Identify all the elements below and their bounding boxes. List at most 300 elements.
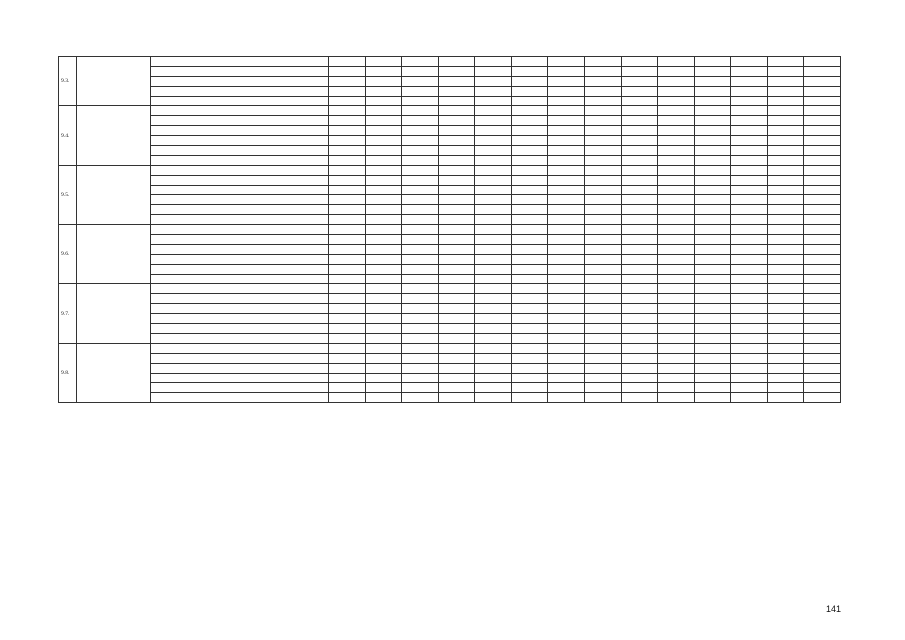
table-row [59,116,841,126]
value-cell [365,205,402,215]
value-cell [804,66,841,76]
value-cell [694,116,731,126]
value-cell [511,363,548,373]
value-cell [511,185,548,195]
value-cell [767,116,804,126]
value-cell [475,155,512,165]
value-cell [548,146,585,156]
value-cell [548,363,585,373]
section-code: 9.3. [59,57,77,106]
value-cell [511,136,548,146]
value-cell [731,244,768,254]
value-cell [767,86,804,96]
value-cell [438,373,475,383]
value-cell [804,383,841,393]
value-cell [621,215,658,225]
value-cell [621,155,658,165]
value-cell [365,333,402,343]
value-cell [804,333,841,343]
value-cell [658,363,695,373]
value-cell [548,175,585,185]
value-cell [548,155,585,165]
table-row [59,333,841,343]
value-cell [548,136,585,146]
value-cell [475,76,512,86]
value-cell [731,205,768,215]
value-cell [658,136,695,146]
value-cell [767,314,804,324]
value-cell [694,185,731,195]
value-cell [475,235,512,245]
row-description [151,383,329,393]
value-cell [658,235,695,245]
value-cell [621,195,658,205]
value-cell [329,175,366,185]
value-cell [658,57,695,67]
value-cell [767,324,804,334]
value-cell [365,66,402,76]
value-cell [621,264,658,274]
value-cell [621,343,658,353]
value-cell [621,106,658,116]
value-cell [402,205,439,215]
value-cell [621,66,658,76]
value-cell [511,116,548,126]
value-cell [475,146,512,156]
value-cell [438,205,475,215]
value-cell [621,294,658,304]
value-cell [475,66,512,76]
row-description [151,304,329,314]
value-cell [658,264,695,274]
value-cell [584,225,621,235]
value-cell [658,106,695,116]
value-cell [329,383,366,393]
value-cell [804,373,841,383]
value-cell [365,264,402,274]
value-cell [511,284,548,294]
value-cell [767,274,804,284]
value-cell [731,57,768,67]
value-cell [694,66,731,76]
value-cell [475,185,512,195]
value-cell [584,57,621,67]
value-cell [329,343,366,353]
value-cell [548,57,585,67]
value-cell [365,215,402,225]
value-cell [767,333,804,343]
row-description [151,254,329,264]
value-cell [621,373,658,383]
value-cell [731,146,768,156]
value-cell [731,333,768,343]
table-row [59,393,841,403]
value-cell [402,284,439,294]
value-cell [731,185,768,195]
value-cell [511,96,548,106]
value-cell [475,254,512,264]
row-description [151,116,329,126]
value-cell [402,393,439,403]
value-cell [511,333,548,343]
value-cell [658,244,695,254]
section-code: 9.5. [59,165,77,224]
page-number: 141 [826,604,842,614]
value-cell [365,343,402,353]
value-cell [475,284,512,294]
value-cell [767,185,804,195]
table-row [59,353,841,363]
section-code: 9.4. [59,106,77,165]
value-cell [365,383,402,393]
value-cell [767,244,804,254]
value-cell [438,86,475,96]
value-cell [365,106,402,116]
value-cell [584,126,621,136]
row-description [151,324,329,334]
value-cell [402,155,439,165]
value-cell [548,235,585,245]
table-row [59,86,841,96]
value-cell [658,195,695,205]
value-cell [365,86,402,96]
value-cell [402,66,439,76]
value-cell [438,66,475,76]
table-row [59,304,841,314]
value-cell [767,146,804,156]
value-cell [731,106,768,116]
value-cell [767,215,804,225]
value-cell [621,57,658,67]
value-cell [694,254,731,264]
value-cell [475,294,512,304]
value-cell [329,284,366,294]
value-cell [438,146,475,156]
value-cell [584,284,621,294]
row-description [151,57,329,67]
value-cell [804,126,841,136]
value-cell [329,235,366,245]
value-cell [584,215,621,225]
value-cell [511,393,548,403]
value-cell [329,96,366,106]
value-cell [511,264,548,274]
value-cell [511,254,548,264]
value-cell [511,76,548,86]
value-cell [548,314,585,324]
value-cell [658,353,695,363]
value-cell [804,185,841,195]
value-cell [438,155,475,165]
row-description [151,126,329,136]
value-cell [584,66,621,76]
value-cell [475,383,512,393]
value-cell [548,165,585,175]
value-cell [402,314,439,324]
value-cell [511,343,548,353]
value-cell [731,324,768,334]
value-cell [804,155,841,165]
value-cell [475,324,512,334]
table-row [59,274,841,284]
value-cell [475,363,512,373]
value-cell [767,235,804,245]
value-cell [329,185,366,195]
value-cell [658,383,695,393]
value-cell [731,225,768,235]
value-cell [329,106,366,116]
value-cell [584,294,621,304]
table-row [59,185,841,195]
value-cell [658,76,695,86]
value-cell [767,373,804,383]
value-cell [548,215,585,225]
value-cell [365,126,402,136]
value-cell [584,195,621,205]
value-cell [731,343,768,353]
value-cell [438,353,475,363]
value-cell [475,136,512,146]
value-cell [584,175,621,185]
value-cell [767,165,804,175]
value-cell [584,116,621,126]
value-cell [731,126,768,136]
table-row [59,146,841,156]
value-cell [694,106,731,116]
value-cell [731,155,768,165]
value-cell [329,76,366,86]
row-description [151,244,329,254]
value-cell [804,393,841,403]
value-cell [438,363,475,373]
value-cell [548,185,585,195]
row-description [151,353,329,363]
value-cell [731,353,768,363]
value-cell [621,274,658,284]
value-cell [694,324,731,334]
value-cell [475,333,512,343]
value-cell [548,126,585,136]
value-cell [584,76,621,86]
row-description [151,264,329,274]
value-cell [402,353,439,363]
value-cell [548,96,585,106]
value-cell [621,324,658,334]
value-cell [438,225,475,235]
value-cell [584,363,621,373]
value-cell [804,363,841,373]
value-cell [511,155,548,165]
value-cell [584,96,621,106]
value-cell [658,86,695,96]
value-cell [804,96,841,106]
value-cell [329,274,366,284]
value-cell [694,215,731,225]
value-cell [658,393,695,403]
value-cell [804,86,841,96]
table-row [59,126,841,136]
value-cell [621,86,658,96]
value-cell [329,155,366,165]
value-cell [694,155,731,165]
table-row [59,175,841,185]
value-cell [767,175,804,185]
table-row [59,136,841,146]
value-cell [658,373,695,383]
value-cell [804,294,841,304]
value-cell [402,195,439,205]
value-cell [329,333,366,343]
value-cell [658,126,695,136]
table-row [59,155,841,165]
value-cell [658,155,695,165]
value-cell [402,294,439,304]
value-cell [658,96,695,106]
value-cell [548,373,585,383]
value-cell [475,225,512,235]
value-cell [767,304,804,314]
value-cell [511,205,548,215]
value-cell [329,254,366,264]
value-cell [475,106,512,116]
value-cell [329,324,366,334]
value-cell [548,244,585,254]
value-cell [329,165,366,175]
row-description [151,343,329,353]
value-cell [694,205,731,215]
value-cell [365,146,402,156]
value-cell [475,215,512,225]
value-cell [402,304,439,314]
value-cell [365,314,402,324]
value-cell [402,76,439,86]
value-cell [402,57,439,67]
value-cell [365,353,402,363]
value-cell [365,165,402,175]
value-cell [402,225,439,235]
table-row [59,264,841,274]
value-cell [658,185,695,195]
value-cell [621,165,658,175]
value-cell [694,165,731,175]
value-cell [731,86,768,96]
value-cell [402,185,439,195]
row-description [151,314,329,324]
value-cell [438,126,475,136]
value-cell [621,254,658,264]
value-cell [767,106,804,116]
value-cell [548,116,585,126]
value-cell [621,393,658,403]
value-cell [402,264,439,274]
value-cell [767,195,804,205]
value-cell [621,146,658,156]
value-cell [548,304,585,314]
value-cell [804,284,841,294]
value-cell [731,363,768,373]
value-cell [731,383,768,393]
section-code: 9.7. [59,284,77,343]
value-cell [365,235,402,245]
row-description [151,146,329,156]
value-cell [584,155,621,165]
value-cell [621,333,658,343]
value-cell [402,244,439,254]
value-cell [584,136,621,146]
value-cell [365,274,402,284]
value-cell [584,383,621,393]
value-cell [365,304,402,314]
value-cell [621,363,658,373]
value-cell [804,205,841,215]
value-cell [694,235,731,245]
value-cell [658,284,695,294]
table-row [59,96,841,106]
value-cell [548,225,585,235]
value-cell [548,205,585,215]
row-description [151,195,329,205]
value-cell [731,66,768,76]
table-row [59,235,841,245]
value-cell [731,294,768,304]
value-cell [804,215,841,225]
value-cell [438,254,475,264]
value-cell [658,225,695,235]
table-row [59,383,841,393]
value-cell [694,136,731,146]
value-cell [621,235,658,245]
value-cell [621,244,658,254]
value-cell [329,314,366,324]
value-cell [694,96,731,106]
value-cell [548,294,585,304]
value-cell [548,284,585,294]
row-description [151,175,329,185]
value-cell [329,146,366,156]
value-cell [511,294,548,304]
value-cell [365,175,402,185]
value-cell [365,116,402,126]
value-cell [329,244,366,254]
value-cell [767,264,804,274]
row-description [151,155,329,165]
table-row [59,66,841,76]
value-cell [475,393,512,403]
value-cell [511,215,548,225]
value-cell [365,155,402,165]
value-cell [584,314,621,324]
value-cell [329,225,366,235]
value-cell [804,244,841,254]
value-cell [621,314,658,324]
settlement-name [77,225,151,284]
value-cell [731,215,768,225]
value-cell [584,353,621,363]
value-cell [731,373,768,383]
value-cell [804,116,841,126]
value-cell [511,225,548,235]
value-cell [548,383,585,393]
value-cell [402,343,439,353]
value-cell [438,264,475,274]
value-cell [438,215,475,225]
value-cell [511,195,548,205]
table-row [59,76,841,86]
value-cell [329,66,366,76]
value-cell [511,126,548,136]
value-cell [694,393,731,403]
value-cell [694,57,731,67]
